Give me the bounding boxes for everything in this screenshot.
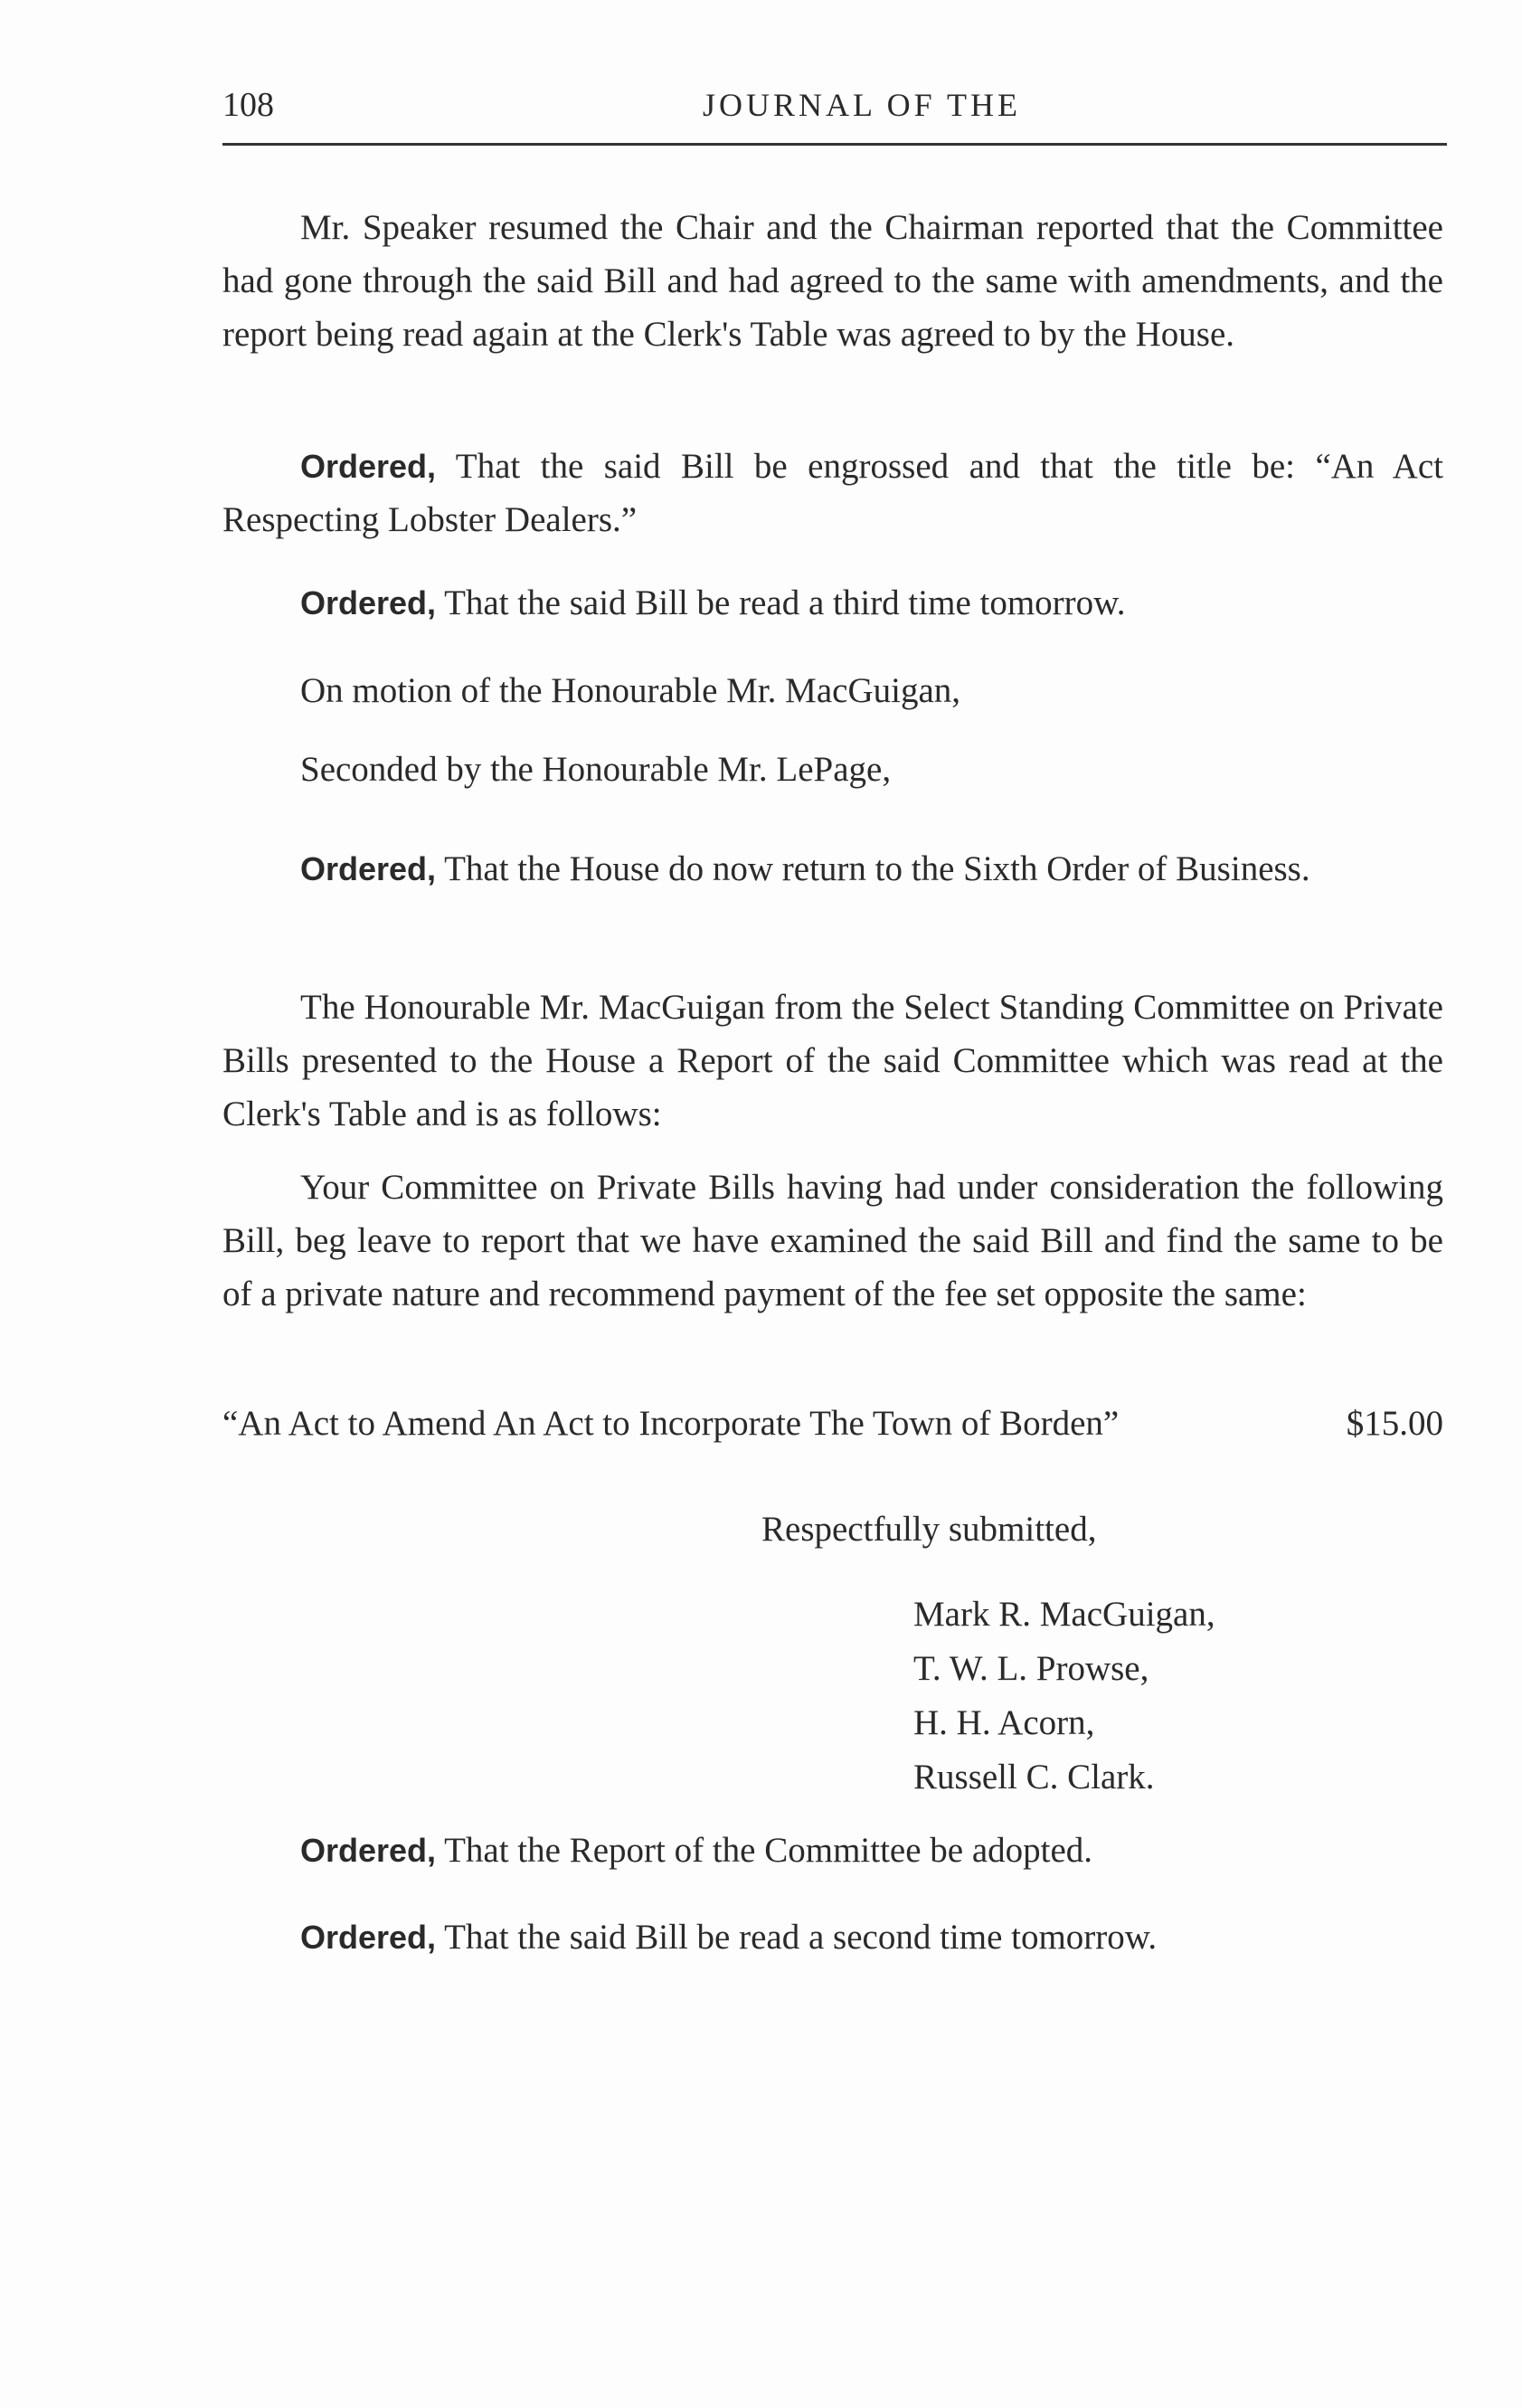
signatory: T. W. L. Prowse, <box>913 1649 1149 1688</box>
paragraph-ordered-engrossed <box>222 440 1443 546</box>
page-header <box>222 83 1447 127</box>
paragraph-text: That the said Bill be read a third time tomorrow. <box>436 583 1126 622</box>
header-rule <box>222 143 1447 146</box>
paragraph-ordered-return <box>222 842 1443 896</box>
bill-title: “An Act to Amend An Act to Incorporate The Town of Borden” <box>222 1404 1120 1443</box>
page-number: 108 <box>222 86 274 124</box>
signatory: H. H. Acorn, <box>913 1703 1095 1742</box>
closing: Respectfully submitted, <box>761 1510 1097 1549</box>
signatory: Mark R. MacGuigan, <box>913 1595 1215 1634</box>
ordered-keyword: Ordered, <box>300 584 437 621</box>
paragraph-text: That the House do now return to the Sixth Order of Business. <box>436 849 1310 888</box>
running-head: JOURNAL OF THE <box>702 87 1021 123</box>
paragraph-report-body: Your Committee on Private Bills having had under consideration the following Bill, beg leave to report that we have examined the said Bill and find the same to be of a private nature and recommend payment of the fee set opposite the same: <box>222 1168 1443 1313</box>
ordered-keyword: Ordered, <box>300 850 437 887</box>
fee-amount: $15.00 <box>1346 1404 1443 1443</box>
signature-block <box>913 1588 1215 1805</box>
fee-line <box>222 1397 1443 1450</box>
paragraph-text: That the said Bill be read a second time tomorrow. <box>436 1918 1158 1957</box>
ordered-keyword: Ordered, <box>300 448 437 485</box>
paragraph-ordered-second-reading <box>222 1910 1443 1964</box>
paragraph-text: That the said Bill be engrossed and that the title be: “An Act Respecting Lobster Dealers.” <box>222 447 1443 539</box>
paragraph-seconded: Seconded by the Honourable Mr. LePage, <box>300 750 892 789</box>
ordered-keyword: Ordered, <box>300 1919 437 1956</box>
signatory: Russell C. Clark. <box>913 1758 1155 1797</box>
paragraph-ordered-third-reading <box>222 576 1443 630</box>
ordered-keyword: Ordered, <box>300 1832 437 1869</box>
paragraph-text: That the Report of the Committee be adopted. <box>436 1831 1093 1870</box>
paragraph-speaker-resumed: Mr. Speaker resumed the Chair and the Chairman reported that the Committee had gone through the said Bill and had agreed to the same with amendments, and the report being read again at the Clerk's Table was agreed to by the House. <box>222 208 1443 354</box>
paragraph-motion: On motion of the Honourable Mr. MacGuigan, <box>300 671 961 710</box>
paragraph-committee-report: The Honourable Mr. MacGuigan from the Select Standing Committee on Private Bills presented to the House a Report of the said Committee which was read at the Clerk's Table and is as follows: <box>222 988 1443 1133</box>
paragraph-ordered-adopted <box>222 1824 1443 1877</box>
